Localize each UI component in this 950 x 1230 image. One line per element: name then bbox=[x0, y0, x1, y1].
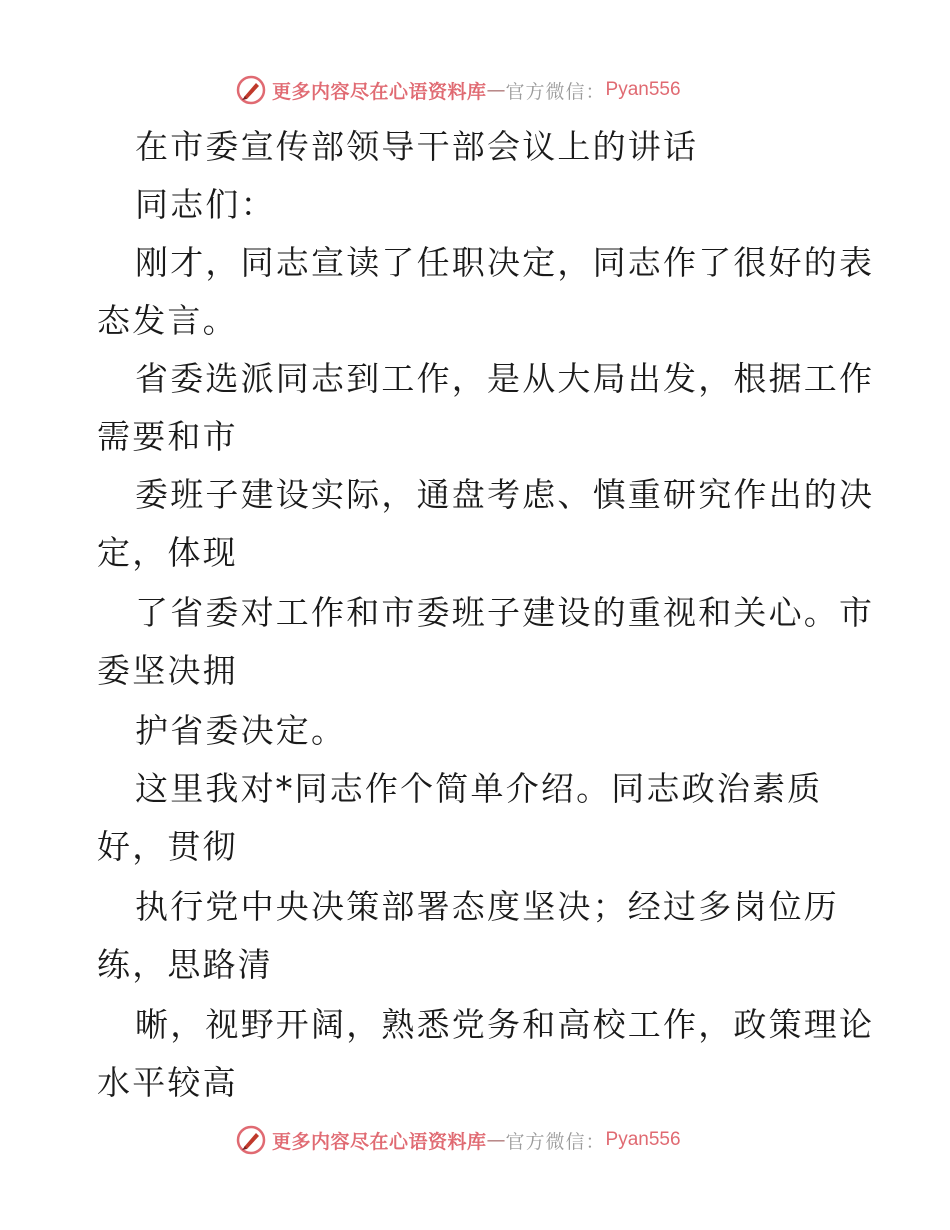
paragraph-line: 委坚决拥 bbox=[97, 651, 238, 690]
watermark-text: 更多内容尽在心语资料库 bbox=[272, 1130, 487, 1153]
paragraph-line: 省委选派同志到工作，是从大局出发，根据工作 bbox=[135, 359, 875, 398]
paragraph-line: 了省委对工作和市委班子建设的重视和关心。市 bbox=[135, 593, 875, 632]
paragraph-line: 定，体现 bbox=[97, 533, 238, 572]
watermark-account-label: 官方微信： bbox=[505, 1130, 606, 1153]
watermark-account-id: Pyan556 bbox=[605, 79, 681, 100]
paragraph-line: 态发言。 bbox=[97, 301, 238, 340]
paragraph-line: 晰，视野开阔，熟悉党务和高校工作，政策理论 bbox=[135, 1005, 875, 1044]
paragraph-line: 护省委决定。 bbox=[135, 711, 347, 750]
header-watermark bbox=[236, 73, 681, 107]
footer-watermark bbox=[236, 1123, 681, 1157]
watermark-dash: — bbox=[486, 79, 506, 101]
paragraph-line: 这里我对*同志作个简单介绍。同志政治素质 bbox=[135, 769, 823, 808]
paragraph-line: 刚才，同志宣读了任职决定，同志作了很好的表 bbox=[135, 243, 875, 282]
paragraph-line: 委班子建设实际，通盘考虑、慎重研究作出的决 bbox=[135, 475, 875, 514]
paragraph-line: 水平较高 bbox=[97, 1063, 238, 1102]
pen-logo-icon bbox=[236, 1125, 266, 1155]
pen-logo-icon bbox=[236, 75, 266, 105]
paragraph-line: 练，思路清 bbox=[97, 945, 273, 984]
watermark-account-id: Pyan556 bbox=[605, 1129, 681, 1150]
watermark-dash: — bbox=[486, 1129, 506, 1151]
salutation: 同志们： bbox=[135, 185, 276, 224]
paragraph-line: 执行党中央决策部署态度坚决；经过多岗位历 bbox=[135, 887, 839, 926]
document-title: 在市委宣传部领导干部会议上的讲话 bbox=[135, 127, 699, 166]
paragraph-line: 需要和市 bbox=[97, 417, 238, 456]
paragraph-line: 好，贯彻 bbox=[97, 827, 238, 866]
watermark-text: 更多内容尽在心语资料库 bbox=[272, 80, 487, 103]
watermark-account-label: 官方微信： bbox=[505, 80, 606, 103]
